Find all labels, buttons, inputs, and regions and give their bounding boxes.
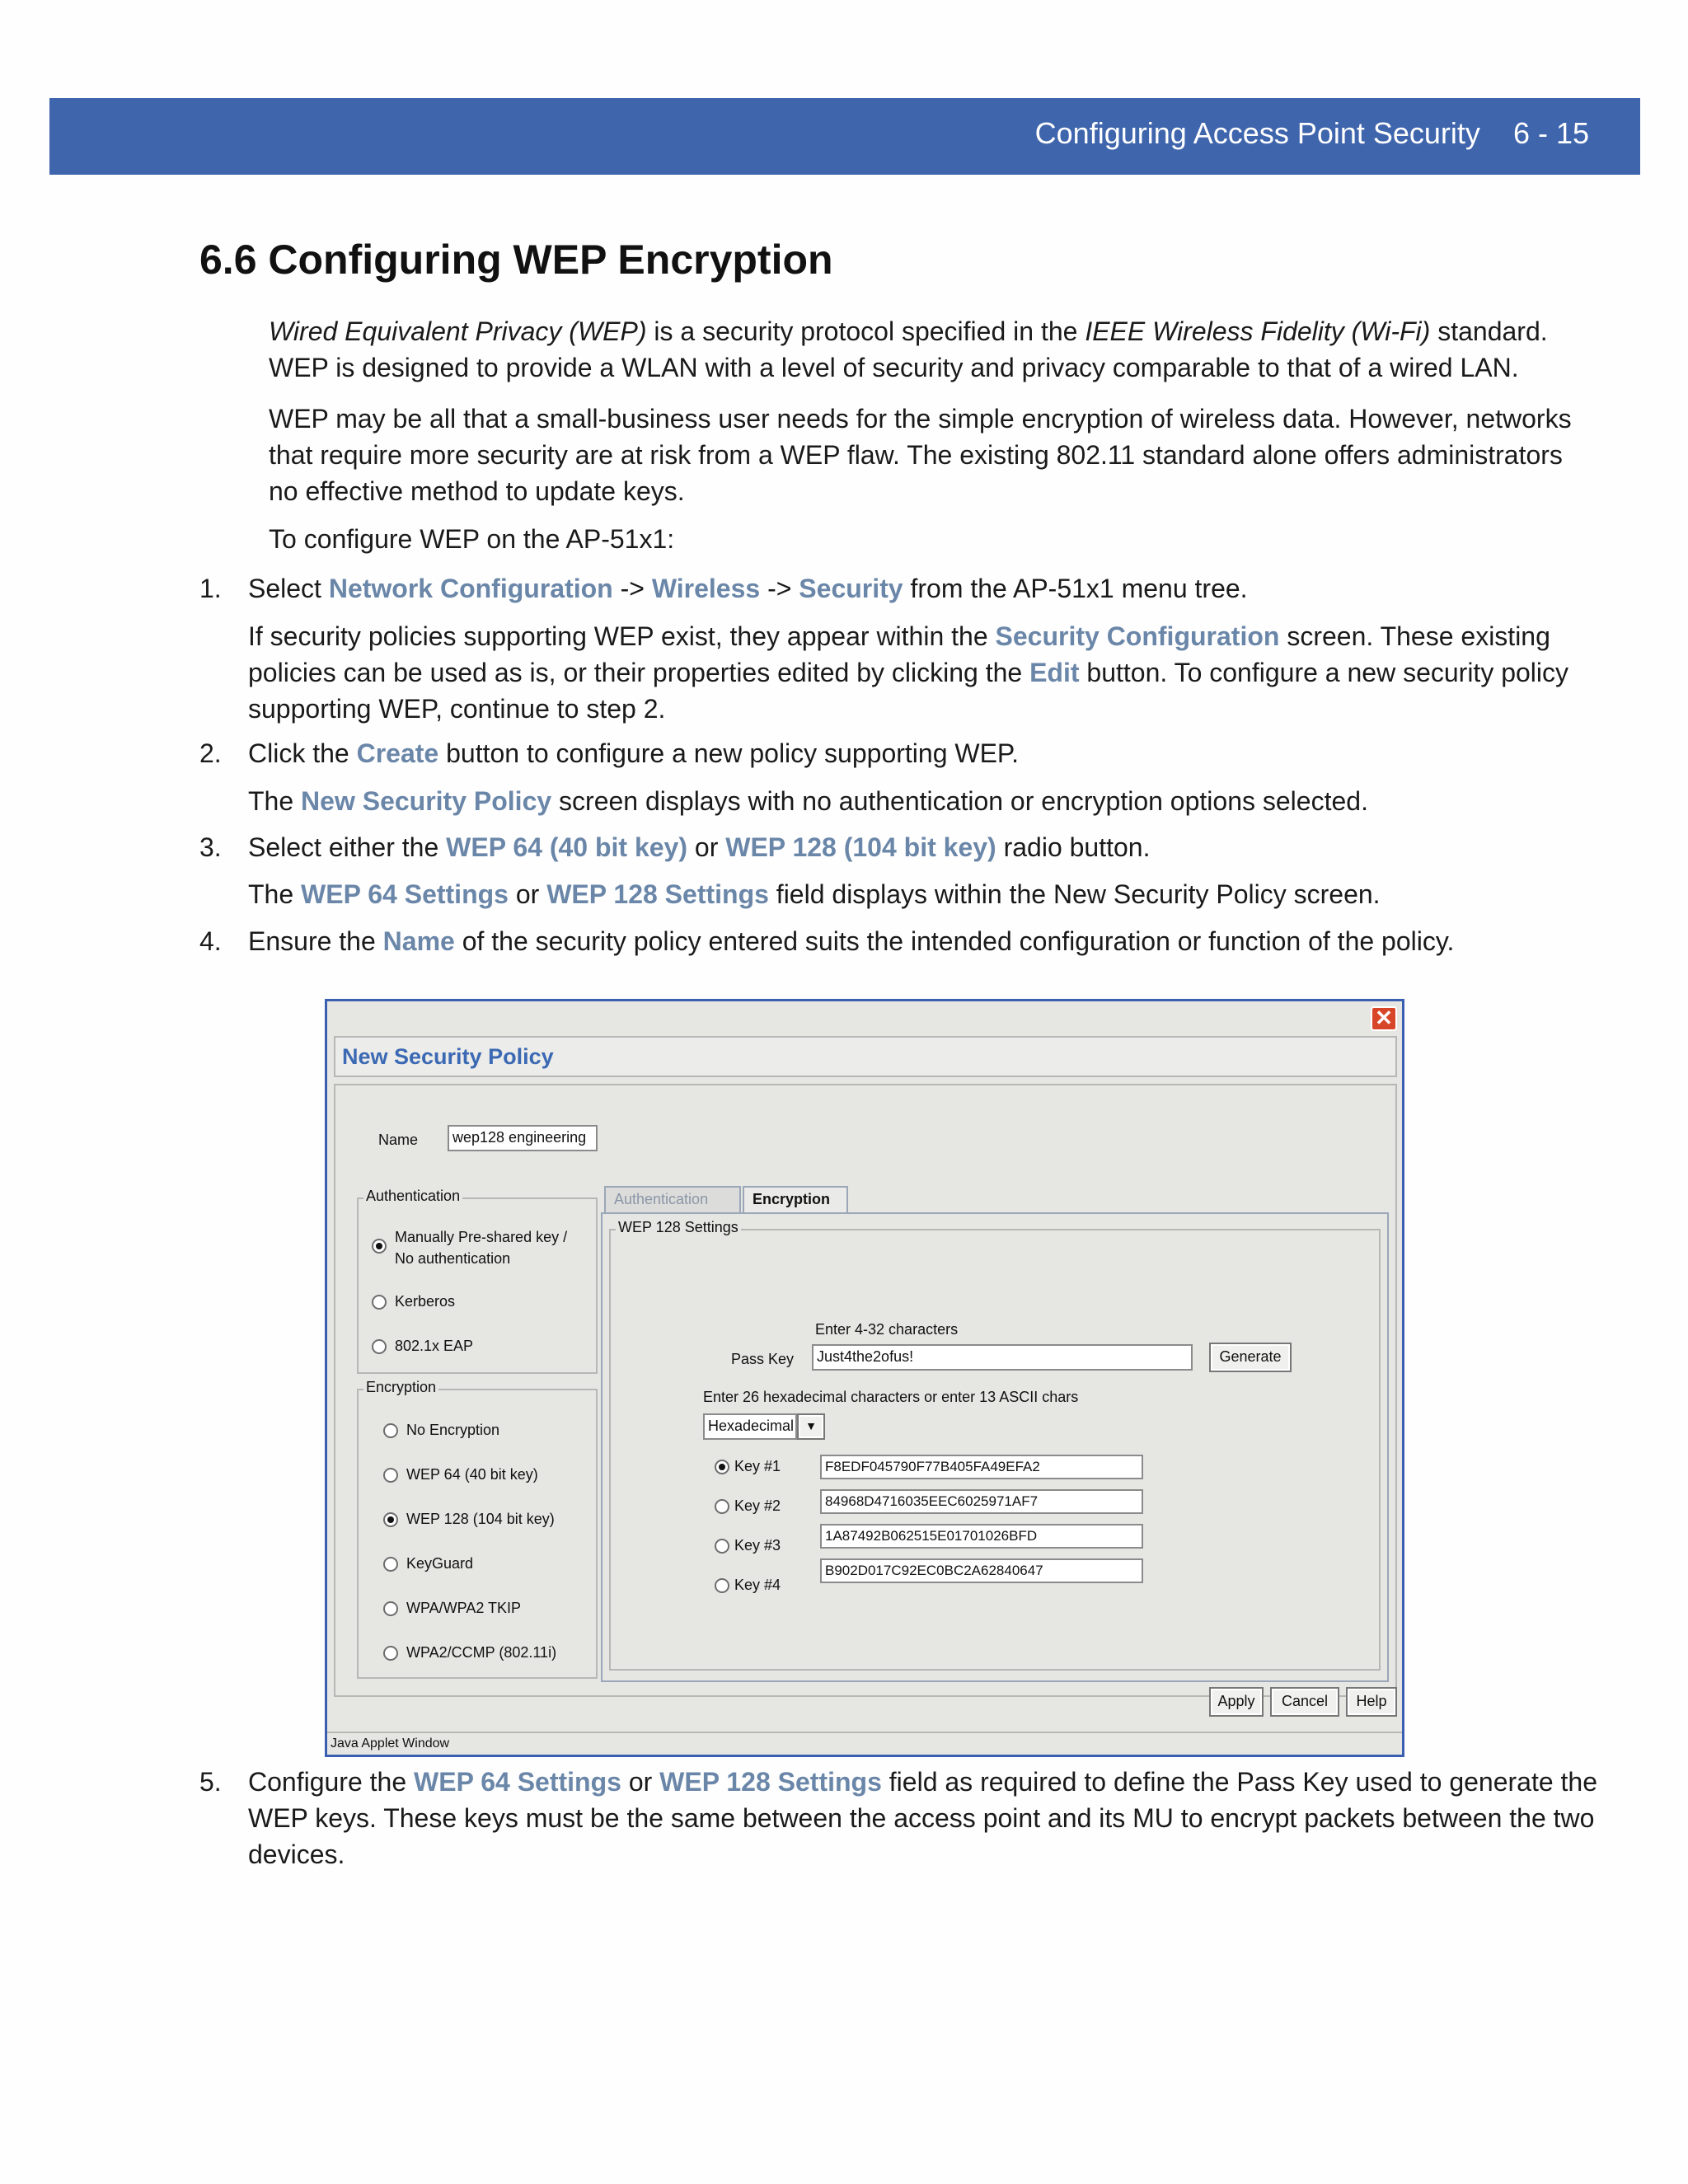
enc-none-label: No Encryption	[406, 1422, 500, 1438]
text: ->	[760, 574, 799, 603]
close-icon[interactable]: ✕	[1371, 1006, 1397, 1031]
text: of the security policy entered suits the intended configuration or function of the policy.	[454, 926, 1455, 956]
header-text	[1035, 116, 1589, 151]
enc-keyguard-radio[interactable]	[383, 1557, 398, 1572]
dialog-content	[334, 1084, 1397, 1697]
text: field as required to define the Pass Key used to generate the WEP keys. These keys must be the same between the access point and its MU to encrypt packets between the two devices.	[248, 1767, 1598, 1869]
key2-radio[interactable]	[715, 1499, 729, 1514]
authentication-group-title: Authentication	[363, 1188, 462, 1205]
step-2-note	[248, 783, 1600, 819]
intro-paragraph-1	[269, 313, 1587, 386]
applet-footer: Java Applet Window	[327, 1732, 1402, 1755]
auth-kerberos-label: Kerberos	[395, 1293, 456, 1310]
text: button to configure a new policy supporting WEP.	[438, 738, 1020, 768]
help-button[interactable]: Help	[1346, 1687, 1397, 1717]
enc-wep64-radio[interactable]	[383, 1468, 398, 1483]
header-section: Configuring Access Point Security	[1034, 116, 1480, 150]
text: or	[508, 879, 547, 909]
ui-ref: New Security Policy	[301, 786, 552, 816]
auth-8021x-radio[interactable]	[372, 1339, 387, 1354]
intro-paragraph-2: WEP may be all that a small-business user needs for the simple encryption of wireless data. However, networks that require more security are at risk from a WEP flaw. The existing 802.11 standard alone offers administrators no effective method to update keys.	[269, 404, 1572, 506]
text: The	[248, 879, 302, 909]
step-number: 1.	[199, 574, 222, 603]
step-number: 4.	[199, 926, 222, 956]
format-select[interactable]: Hexadecimal	[703, 1413, 797, 1440]
text: Ensure the	[248, 926, 383, 956]
enc-tkip-radio[interactable]	[383, 1601, 398, 1616]
step-1-note	[248, 618, 1600, 727]
step-number: 2.	[199, 738, 222, 768]
ui-ref: WEP 128 Settings	[659, 1767, 882, 1797]
pass-key-input[interactable]: Just4the2ofus!	[812, 1344, 1193, 1371]
wep128-settings-group	[609, 1219, 1381, 1671]
text: from the AP-51x1 menu tree.	[903, 574, 1248, 603]
enc-ccmp-label: WPA2/CCMP (802.11i)	[406, 1644, 557, 1661]
text: screen displays with no authentication or encryption options selected.	[551, 786, 1368, 816]
auth-manual-radio[interactable]	[372, 1239, 387, 1254]
text: is a security protocol specified in the	[646, 316, 1085, 346]
encryption-tab-panel	[601, 1212, 1389, 1682]
key2-label: Key #2	[734, 1497, 781, 1514]
ui-ref: Edit	[1029, 658, 1080, 687]
enter-hex-hint: Enter 26 hexadecimal characters or enter 13 ASCII chars	[703, 1389, 1079, 1405]
ui-ref: WEP 128 (104 bit key)	[725, 832, 996, 862]
tab-encryption[interactable]: Encryption	[743, 1186, 848, 1214]
key1-label: Key #1	[734, 1458, 781, 1474]
text: radio button.	[996, 832, 1151, 862]
text: standard. WEP is designed to provide a WLAN with a level of security and privacy comparable to that of a wired LAN.	[269, 316, 1548, 382]
dialog-title-bar	[334, 1036, 1397, 1077]
text: screen. These existing policies can be used as is, or their properties edited by clicking the	[248, 621, 1550, 687]
ui-ref: WEP 64 (40 bit key)	[446, 832, 687, 862]
cancel-button[interactable]: Cancel	[1270, 1687, 1339, 1717]
term-wifi: IEEE Wireless Fidelity (Wi-Fi)	[1085, 316, 1431, 346]
encryption-group	[357, 1379, 598, 1679]
ui-ref: WEP 64 Settings	[414, 1767, 621, 1797]
encryption-group-title: Encryption	[363, 1379, 438, 1396]
enter-chars-hint: Enter 4-32 characters	[815, 1321, 959, 1338]
step-number: 3.	[199, 832, 222, 862]
new-security-policy-dialog	[325, 999, 1404, 1757]
text: Click the	[248, 738, 357, 768]
enc-wep128-label: WEP 128 (104 bit key)	[406, 1511, 555, 1527]
ui-ref: Name	[382, 926, 455, 956]
text: Select either the	[248, 832, 447, 862]
section-heading: 6.6 Configuring WEP Encryption	[199, 237, 833, 283]
text: If security policies supporting WEP exist, they appear within the	[248, 621, 996, 651]
chevron-down-icon[interactable]: ▼	[797, 1413, 825, 1440]
authentication-group	[357, 1188, 598, 1374]
text: ->	[612, 574, 652, 603]
key4-input[interactable]: B902D017C92EC0BC2A62840647	[820, 1558, 1143, 1583]
auth-kerberos-radio[interactable]	[372, 1295, 387, 1310]
key3-radio[interactable]	[715, 1539, 729, 1554]
ui-ref: WEP 128 Settings	[546, 879, 769, 909]
ui-ref: Create	[356, 738, 439, 768]
ui-ref: WEP 64 Settings	[301, 879, 509, 909]
tab-authentication[interactable]: Authentication	[604, 1186, 741, 1214]
key1-input[interactable]: F8EDF045790F77B405FA49EFA2	[820, 1455, 1143, 1479]
text: Select	[248, 574, 329, 603]
text: Configure the	[248, 1767, 415, 1797]
enc-none-radio[interactable]	[383, 1423, 398, 1438]
key4-label: Key #4	[734, 1577, 781, 1593]
auth-8021x-label: 802.1x EAP	[395, 1338, 474, 1354]
header-page-number: 6 - 15	[1512, 116, 1589, 150]
apply-button[interactable]: Apply	[1209, 1687, 1264, 1717]
enc-tkip-label: WPA/WPA2 TKIP	[406, 1600, 522, 1616]
key3-input[interactable]: 1A87492B062515E01701026BFD	[820, 1524, 1143, 1549]
enc-ccmp-radio[interactable]	[383, 1646, 398, 1661]
wep128-settings-title: WEP 128 Settings	[616, 1219, 741, 1236]
auth-manual-label-2: No authentication	[395, 1250, 511, 1267]
key1-radio[interactable]	[715, 1460, 729, 1474]
page-header-bar	[49, 98, 1640, 175]
pass-key-label: Pass Key	[731, 1351, 795, 1367]
name-label: Name	[378, 1132, 419, 1148]
enc-wep128-radio[interactable]	[383, 1512, 398, 1527]
term-wep: Wired Equivalent Privacy (WEP)	[269, 316, 647, 346]
key3-label: Key #3	[734, 1537, 781, 1554]
enc-wep64-label: WEP 64 (40 bit key)	[406, 1466, 538, 1483]
key4-radio[interactable]	[715, 1578, 729, 1593]
enc-keyguard-label: KeyGuard	[406, 1555, 474, 1572]
text: button. To configure a new security policy supporting WEP, continue to step 2.	[248, 658, 1569, 724]
step-number: 5.	[199, 1767, 222, 1797]
text: The	[248, 786, 302, 816]
ui-ref: Wireless	[651, 574, 761, 603]
text: field displays within the New Security Policy screen.	[768, 879, 1381, 909]
step-3-note	[248, 876, 1600, 912]
intro-paragraph-3: To configure WEP on the AP-51x1:	[269, 524, 675, 554]
text: or	[687, 832, 726, 862]
ui-ref: Security Configuration	[995, 621, 1280, 651]
key2-input[interactable]: 84968D4716035EEC6025971AF7	[820, 1489, 1143, 1514]
name-field[interactable]: wep128 engineering	[448, 1125, 598, 1151]
dialog-title: New Security Policy	[342, 1044, 554, 1069]
ui-ref: Network Configuration	[328, 574, 613, 603]
generate-button[interactable]: Generate	[1209, 1343, 1292, 1372]
text: or	[621, 1767, 660, 1797]
auth-manual-label: Manually Pre-shared key /	[395, 1229, 568, 1245]
ui-ref: Security	[799, 574, 903, 603]
